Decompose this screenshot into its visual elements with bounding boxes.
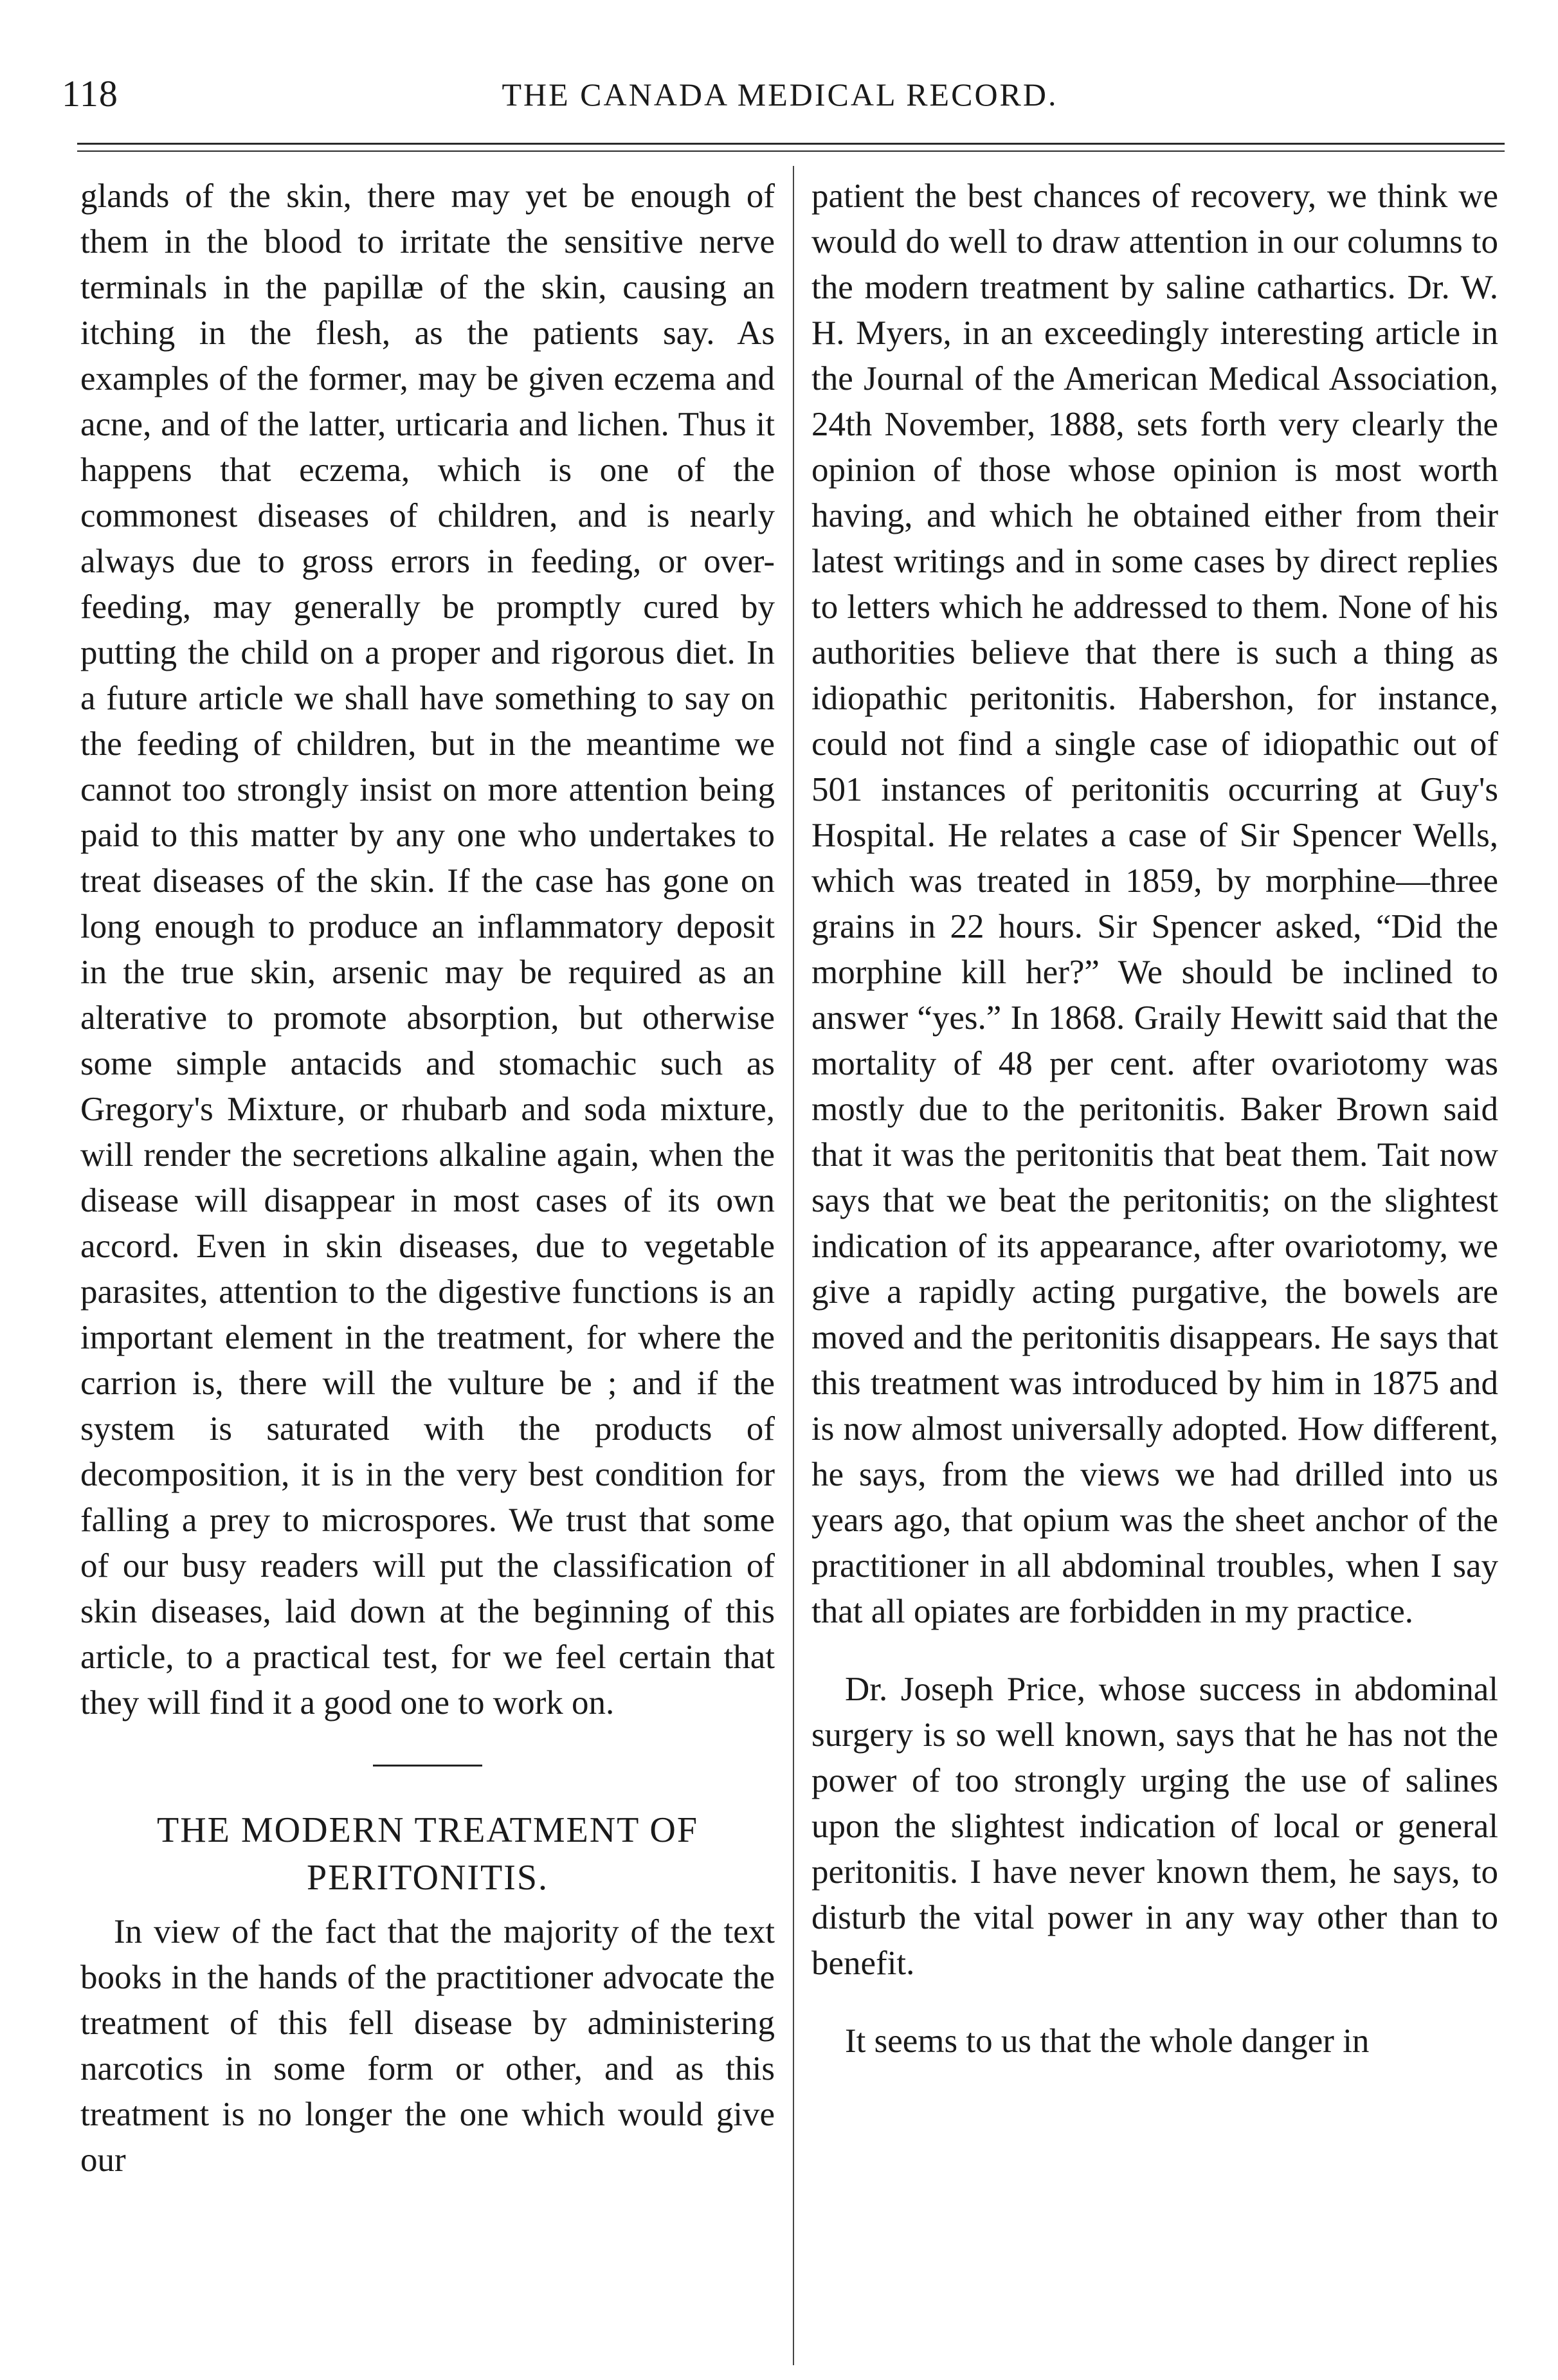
header-rule-secondary (77, 150, 1505, 152)
left-paragraph-1: glands of the skin, there may yet be enough of them in the blood to irritate the sensitive nerve terminals in the papillæ of the skin, causing an itching in the flesh, as the patients say. As examples of the former, may be given eczema and acne, and of the latter, urticaria and lichen. Thus it happens that eczema, which is one of the commonest diseases of children, and is nearly always due to gross errors in feeding, or over-feeding, may generally be promptly cured by putting the child on a proper and rigorous diet. In a future article we shall have something to say on the feeding of children, but in the meantime we cannot too strongly insist on more attention being paid to this matter by any one who undertakes to treat diseases of the skin. If the case has gone on long enough to produce an inflammatory deposit in the true skin, arsenic may be required as an alterative to promote absorption, but otherwise some simple antacids and stomachic such as Gregory's Mixture, or rhubarb and soda mixture, will render the secretions alkaline again, when the disease will disappear in most cases of its own accord. Even in skin diseases, due to vegetable parasites, attention to the digestive functions is an important element in the treatment, for where the carrion is, there will the vulture be ; and if the system is saturated with the products of decomposition, it is in the very best condition for falling a prey to microspores. We trust that some of our busy readers will put the classification of skin diseases, laid down at the beginning of this article, to a practical test, for we feel certain that they will find it a good one to work on. (80, 177, 775, 1721)
header-rule (77, 143, 1505, 145)
page-header (57, 72, 1503, 130)
running-title: THE CANADA MEDICAL RECORD. (502, 77, 1058, 113)
right-paragraph-2: Dr. Joseph Price, whose success in abdominal surgery is so well known, says that he has not the power of too strongly urging the use of salines upon the slightest indication of local or general peritonitis. I have never known them, he says, to disturb the vital power in any way other than to benefit. (811, 1671, 1498, 1982)
column-divider (793, 166, 794, 2365)
paragraph-gap (811, 1635, 1498, 1667)
right-column (811, 174, 1498, 2064)
section-separator-rule (373, 1765, 482, 1767)
paragraph-gap (811, 1986, 1498, 2019)
left-paragraph-2: In view of the fact that the majority of the text books in the hands of the practitioner advocate the treatment of this fell disease by administering narcotics in some form or other, and as this treatment is no longer the one which would give our (80, 1913, 775, 2179)
page-number: 118 (62, 73, 118, 114)
right-paragraph-3: It seems to us that the whole danger in (845, 2022, 1370, 2060)
section-heading (80, 1806, 775, 1902)
section-heading-line-2: PERITONITIS. (306, 1858, 549, 1898)
right-paragraph-1: patient the best chances of recovery, we think we would do well to draw attention in our columns to the modern treatment by saline cathartics. Dr. W. H. Myers, in an exceedingly interesting article in the Journal of the American Medical Association, 24th November, 1888, sets forth very clearly the opinion of those whose opinion is most worth having, and which he obtained either from their latest writings and in some cases by direct replies to letters which he addressed to them. None of his authorities believe that there is such a thing as idiopathic peritonitis. Habershon, for instance, could not find a single case of idiopathic out of 501 instances of peritonitis occurring at Guy's Hospital. He relates a case of Sir Spencer Wells, which was treated in 1859, by morphine—three grains in 22 hours. Sir Spencer asked, “Did the morphine kill her?” We should be inclined to answer “yes.” In 1868. Graily Hewitt said that the mortality of 48 per cent. after ovariotomy was mostly due to the peritonitis. Baker Brown said that it was the peritonitis that beat them. Tait now says that we beat the peritonitis; on the slightest indication of its appearance, after ovariotomy, we give a rapidly acting purgative, the bowels are moved and the peritonitis disappears. He says that this treatment was introduced by him in 1875 and is now almost universally adopted. How different, he says, from the views we had drilled into us years ago, that opium was the sheet anchor of the practitioner in all abdominal troubles, when I say that all opiates are forbidden in my practice. (811, 177, 1498, 1630)
section-heading-line-1: THE MODERN TREATMENT OF (157, 1810, 698, 1850)
left-column (80, 174, 775, 2183)
